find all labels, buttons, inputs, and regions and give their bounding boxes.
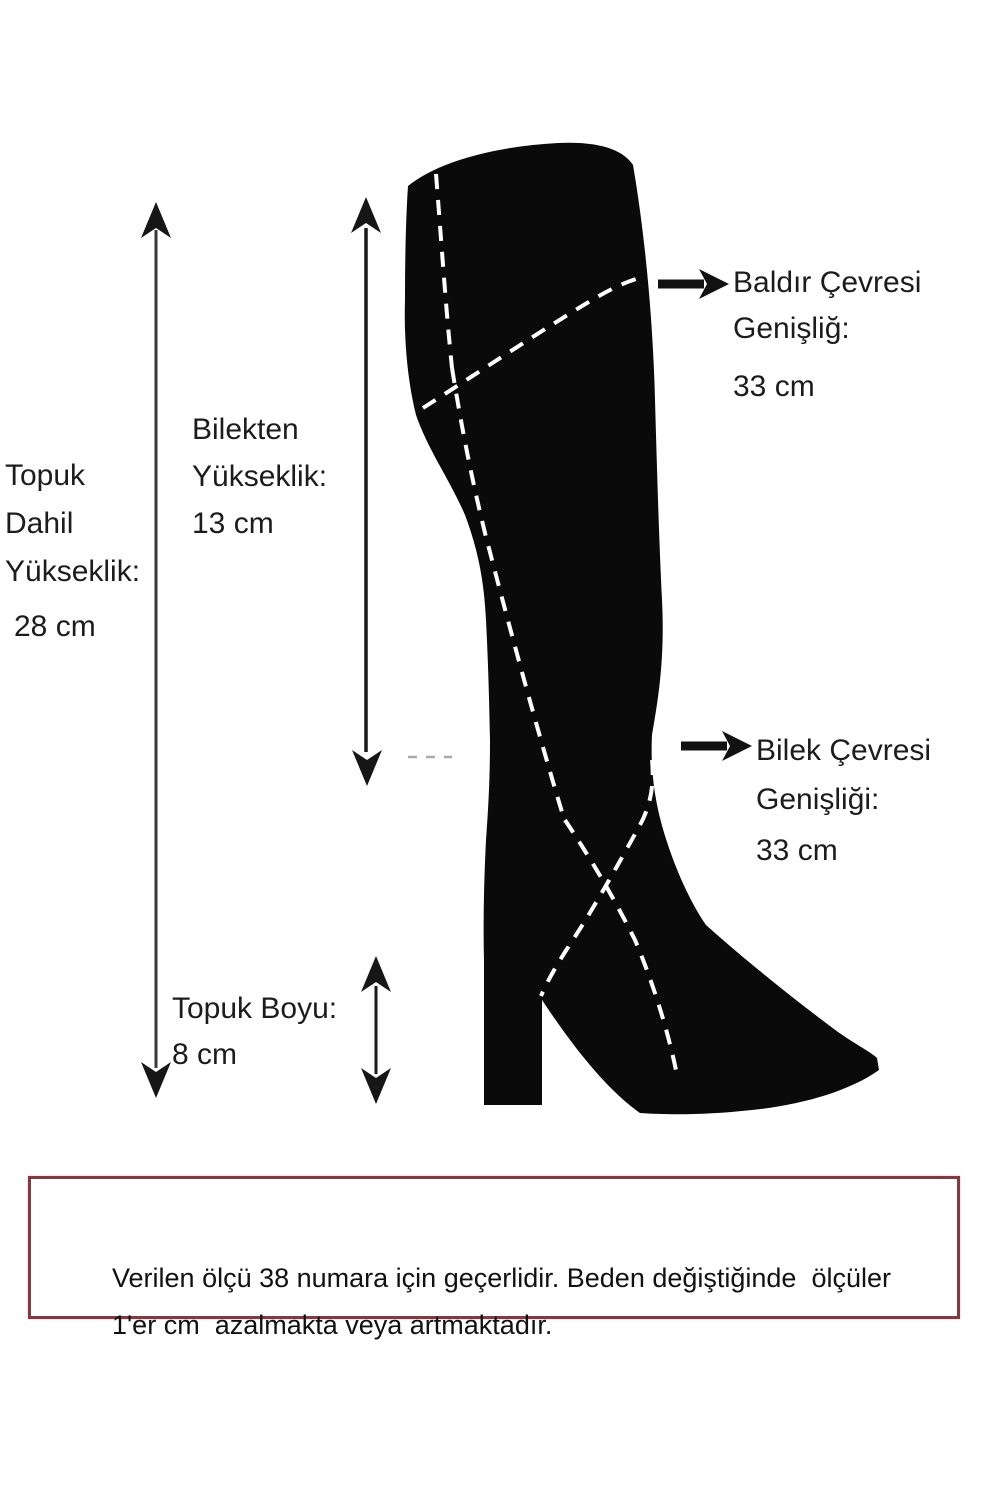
calf-width-arrow	[658, 269, 729, 299]
ankle-width-value: 33 cm	[756, 834, 838, 867]
ankle-width-arrow	[681, 731, 752, 761]
shaft-height-arrow	[351, 197, 382, 786]
size-note-line1: Verilen ölçü 38 numara için geçerlidir. Beden değiştiğinde ölçüler	[112, 1263, 891, 1293]
heel-length-line1: Topuk Boyu:	[172, 992, 338, 1025]
calf-width-line2: Genişliğ:	[733, 312, 850, 345]
heel-length-label	[172, 986, 337, 1078]
calf-width-value: 33 cm	[733, 370, 815, 403]
heel-length-value: 8 cm	[172, 1038, 238, 1071]
calf-width-label	[733, 260, 921, 410]
ankle-width-line2: Genişliği:	[756, 783, 880, 816]
heel-total-height-label	[5, 452, 140, 651]
size-note-line2: 1'er cm azalmakta veya artmaktadır.	[112, 1310, 553, 1340]
heel-total-height-line3: Yükseklik:	[5, 555, 141, 588]
calf-width-line1: Baldır Çevresi	[733, 266, 922, 299]
shaft-height-value: 13 cm	[192, 507, 274, 540]
shaft-height-line2: Yükseklik:	[192, 460, 328, 493]
heel-total-height-value: 28 cm	[14, 610, 96, 643]
heel-total-height-line2: Dahil	[5, 507, 74, 540]
heel-length-arrow	[361, 956, 391, 1104]
shaft-height-label	[192, 406, 327, 547]
size-note-text	[31, 1179, 957, 1396]
heel-total-height-arrow	[141, 202, 171, 1098]
ankle-width-label	[756, 726, 931, 875]
shaft-height-line1: Bilekten	[192, 413, 299, 446]
heel-total-height-line1: Topuk	[5, 459, 86, 492]
size-note-box	[28, 1176, 960, 1340]
ankle-width-line1: Bilek Çevresi	[756, 734, 932, 767]
